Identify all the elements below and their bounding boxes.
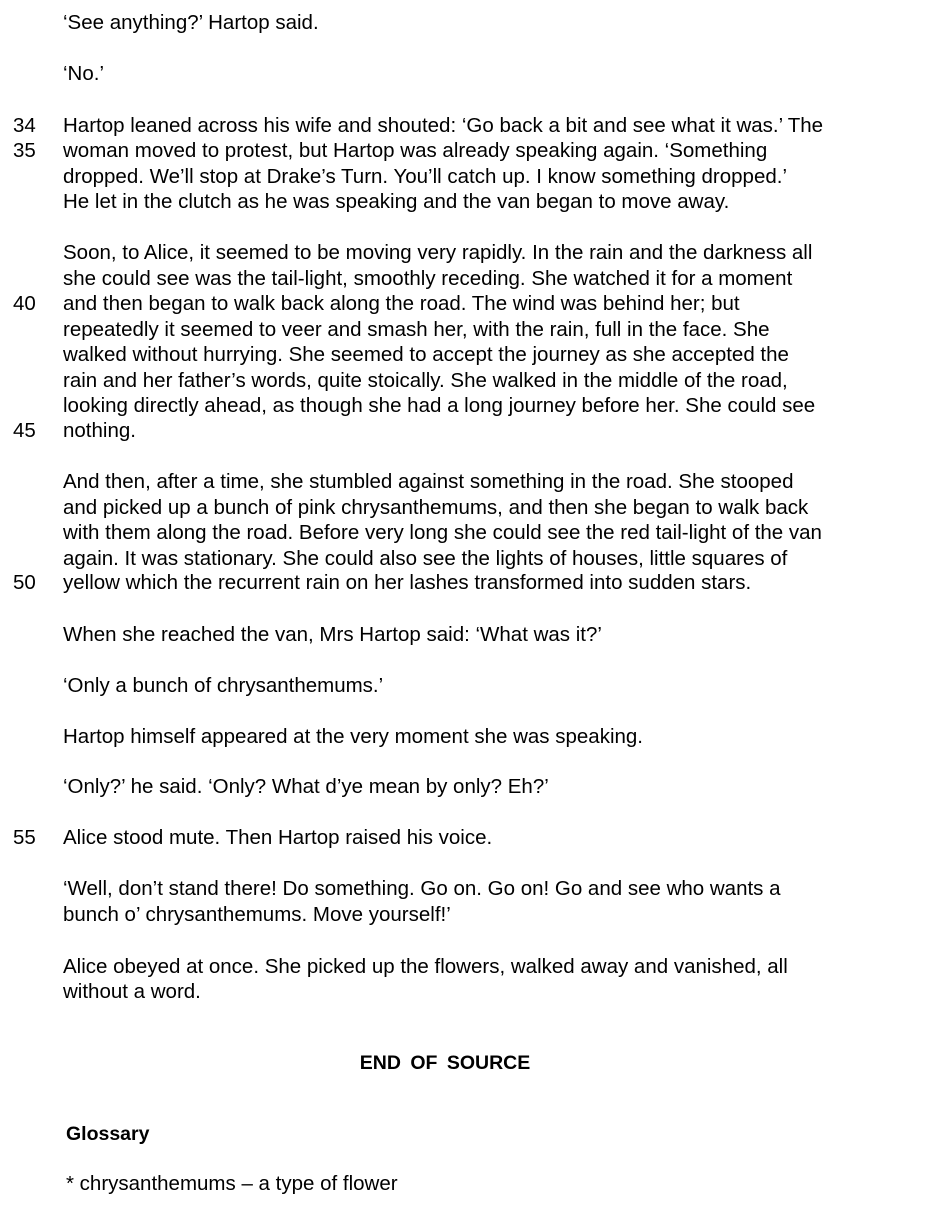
text-line: nothing. — [63, 419, 136, 442]
text-line: walked without hurrying. She seemed to accept the journey as she accepted the — [63, 343, 789, 366]
line-number: 55 — [13, 826, 36, 849]
text-line: Hartop himself appeared at the very moment she was speaking. — [63, 725, 643, 748]
text-line: When she reached the van, Mrs Hartop said: ‘What was it?’ — [63, 623, 602, 646]
text-line: rain and her father’s words, quite stoically. She walked in the middle of the road, — [63, 369, 788, 392]
text-line: and then began to walk back along the road. The wind was behind her; but — [63, 292, 740, 315]
line-number: 35 — [13, 139, 36, 162]
text-line: again. It was stationary. She could also see the lights of houses, little squares of — [63, 547, 788, 570]
text-line: Hartop leaned across his wife and shouted: ‘Go back a bit and see what it was.’ The — [63, 114, 824, 137]
text-line: dropped. We’ll stop at Drake’s Turn. You’ll catch up. I know something dropped.’ — [63, 165, 787, 188]
text-line: with them along the road. Before very long she could see the red tail-light of the van — [63, 521, 822, 544]
text-line: she could see was the tail-light, smoothly receding. She watched it for a moment — [63, 267, 793, 290]
end-of-source-heading: END OF SOURCE — [359, 1052, 531, 1074]
line-number: 50 — [13, 571, 36, 594]
text-line: ‘No.’ — [63, 62, 105, 85]
text-line: ‘Well, don’t stand there! Do something. Go on. Go on! Go and see who wants a — [63, 877, 781, 900]
text-line: ‘See anything?’ Hartop said. — [63, 11, 319, 34]
text-line: repeatedly it seemed to veer and smash her, with the rain, full in the face. She — [63, 318, 770, 341]
text-line: Alice obeyed at once. She picked up the flowers, walked away and vanished, all — [63, 955, 788, 978]
text-line: without a word. — [63, 980, 201, 1003]
glossary-entry: * chrysanthemums – a type of flower — [66, 1172, 398, 1195]
text-line: woman moved to protest, but Hartop was already speaking again. ‘Something — [63, 139, 768, 162]
line-number: 40 — [13, 292, 36, 315]
text-line: ‘Only?’ he said. ‘Only? What d’ye mean by only? Eh?’ — [63, 775, 549, 798]
text-line: yellow which the recurrent rain on her lashes transformed into sudden stars. — [63, 571, 752, 594]
text-line: Soon, to Alice, it seemed to be moving very rapidly. In the rain and the darkness all — [63, 241, 813, 264]
text-line: and picked up a bunch of pink chrysanthemums, and then she began to walk back — [63, 496, 809, 519]
text-line: bunch o’ chrysanthemums. Move yourself!’ — [63, 903, 451, 926]
line-number: 45 — [13, 419, 36, 442]
line-number: 34 — [13, 114, 36, 137]
text-line: And then, after a time, she stumbled against something in the road. She stooped — [63, 470, 794, 493]
text-line: looking directly ahead, as though she had a long journey before her. She could see — [63, 394, 816, 417]
text-line: ‘Only a bunch of chrysanthemums.’ — [63, 674, 384, 697]
glossary-title: Glossary — [66, 1123, 150, 1145]
text-line: He let in the clutch as he was speaking and the van began to move away. — [63, 190, 730, 213]
text-line: Alice stood mute. Then Hartop raised his voice. — [63, 826, 493, 849]
